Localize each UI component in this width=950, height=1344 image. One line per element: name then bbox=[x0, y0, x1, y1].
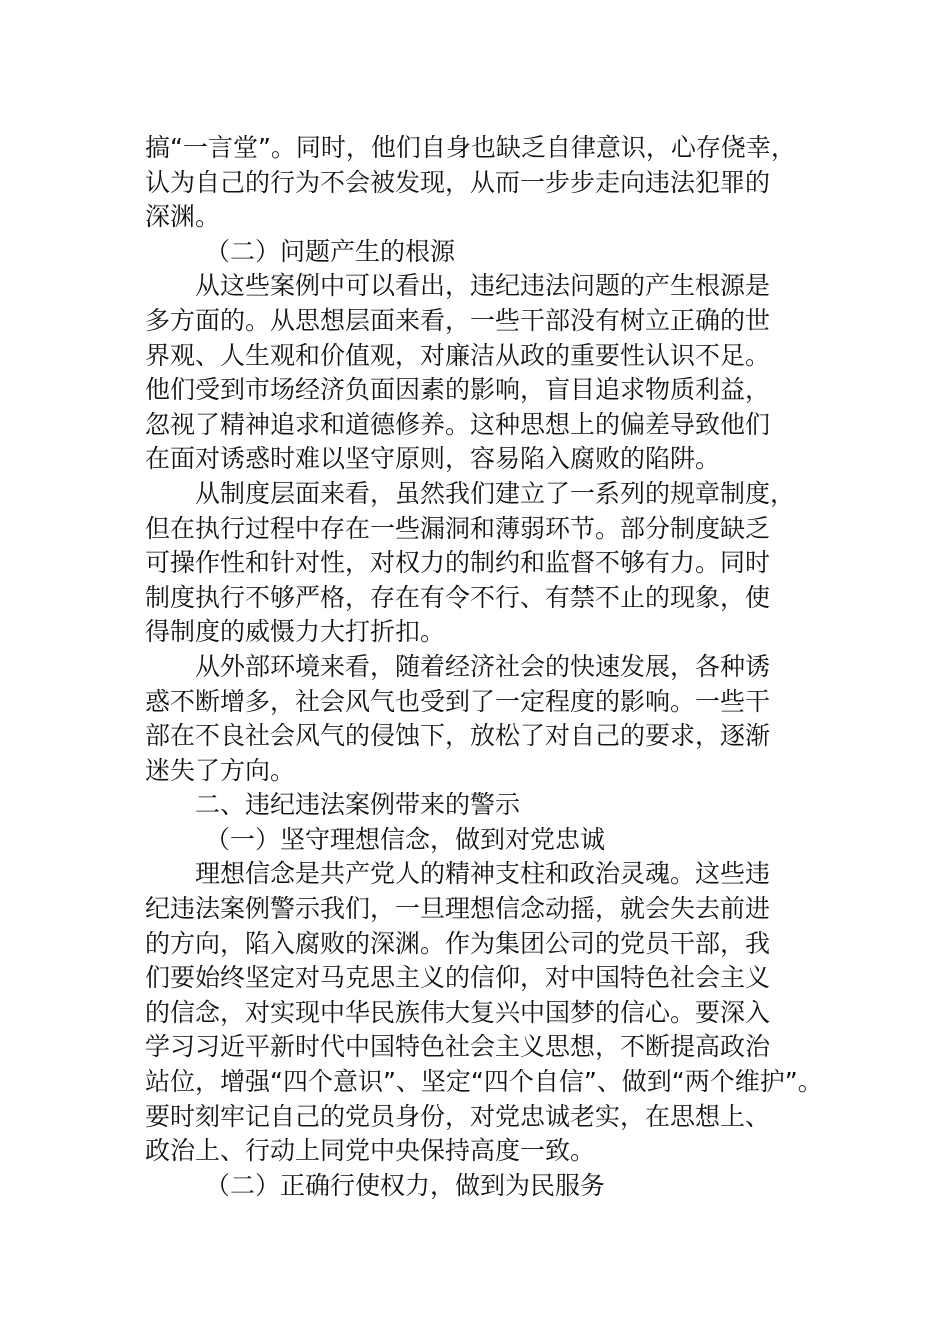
text-line: 认为自己的行为不会被发现，从而一步步走向违法犯罪的 bbox=[145, 167, 771, 197]
section-heading: （一）坚守理想信念，做到对党忠诚 bbox=[205, 824, 606, 854]
text-line: 忽视了精神追求和道德修养。这种思想上的偏差导致他们 bbox=[145, 409, 771, 439]
text-line: 他们受到市场经济负面因素的影响，盲目追求物质利益， bbox=[145, 375, 771, 405]
text-line: 站位，增强“四个意识”、坚定“四个自信”、做到“两个维护”。 bbox=[145, 1067, 823, 1097]
text-line: 在面对诱惑时难以坚守原则，容易陷入腐败的陷阱。 bbox=[145, 444, 721, 474]
text-line: 惑不断增多，社会风气也受到了一定程度的影响。一些干 bbox=[145, 686, 771, 716]
paragraph-start: 从外部环境来看，随着经济社会的快速发展，各种诱 bbox=[195, 651, 771, 681]
paragraph-start: 理想信念是共产党人的精神支柱和政治灵魂。这些违 bbox=[195, 859, 771, 889]
text-line: 们要始终坚定对马克思主义的信仰，对中国特色社会主义 bbox=[145, 963, 771, 993]
text-line: 界观、人生观和价值观，对廉洁从政的重要性认识不足。 bbox=[145, 340, 771, 370]
text-line: 政治上、行动上同党中央保持高度一致。 bbox=[145, 1136, 596, 1166]
text-line: 迷失了方向。 bbox=[145, 755, 296, 785]
document-body bbox=[145, 131, 835, 1203]
text-line: 部在不良社会风气的侵蚀下，放松了对自己的要求，逐渐 bbox=[145, 721, 771, 751]
text-line: 深渊。 bbox=[145, 202, 221, 232]
text-line: 多方面的。从思想层面来看，一些干部没有树立正确的世 bbox=[145, 305, 771, 335]
chapter-heading: 二、违纪违法案例带来的警示 bbox=[195, 790, 521, 820]
text-line: 纪违法案例警示我们，一旦理想信念动摇，就会失去前进 bbox=[145, 894, 771, 924]
text-line: 要时刻牢记自己的党员身份，对党忠诚老实，在思想上、 bbox=[145, 1101, 771, 1131]
text-line: 制度执行不够严格，存在有令不行、有禁不止的现象，使 bbox=[145, 582, 771, 612]
text-line: 但在执行过程中存在一些漏洞和薄弱环节。部分制度缺乏 bbox=[145, 513, 771, 543]
section-heading: （二）问题产生的根源 bbox=[205, 236, 456, 266]
text-line: 得制度的威慑力大打折扣。 bbox=[145, 617, 446, 647]
text-line: 可操作性和针对性，对权力的制约和监督不够有力。同时 bbox=[145, 548, 771, 578]
section-heading: （二）正确行使权力，做到为民服务 bbox=[205, 1170, 606, 1200]
text-line: 搞“一言堂”。同时，他们自身也缺乏自律意识，心存侥幸， bbox=[145, 133, 796, 162]
text-line: 的方向，陷入腐败的深渊。作为集团公司的党员干部，我 bbox=[145, 928, 771, 958]
paragraph-start: 从这些案例中可以看出，违纪违法问题的产生根源是 bbox=[195, 271, 771, 301]
text-line: 学习习近平新时代中国特色社会主义思想，不断提高政治 bbox=[145, 1032, 771, 1062]
text-line: 的信念，对实现中华民族伟大复兴中国梦的信心。要深入 bbox=[145, 997, 771, 1027]
paragraph-start: 从制度层面来看，虽然我们建立了一系列的规章制度， bbox=[195, 478, 796, 508]
